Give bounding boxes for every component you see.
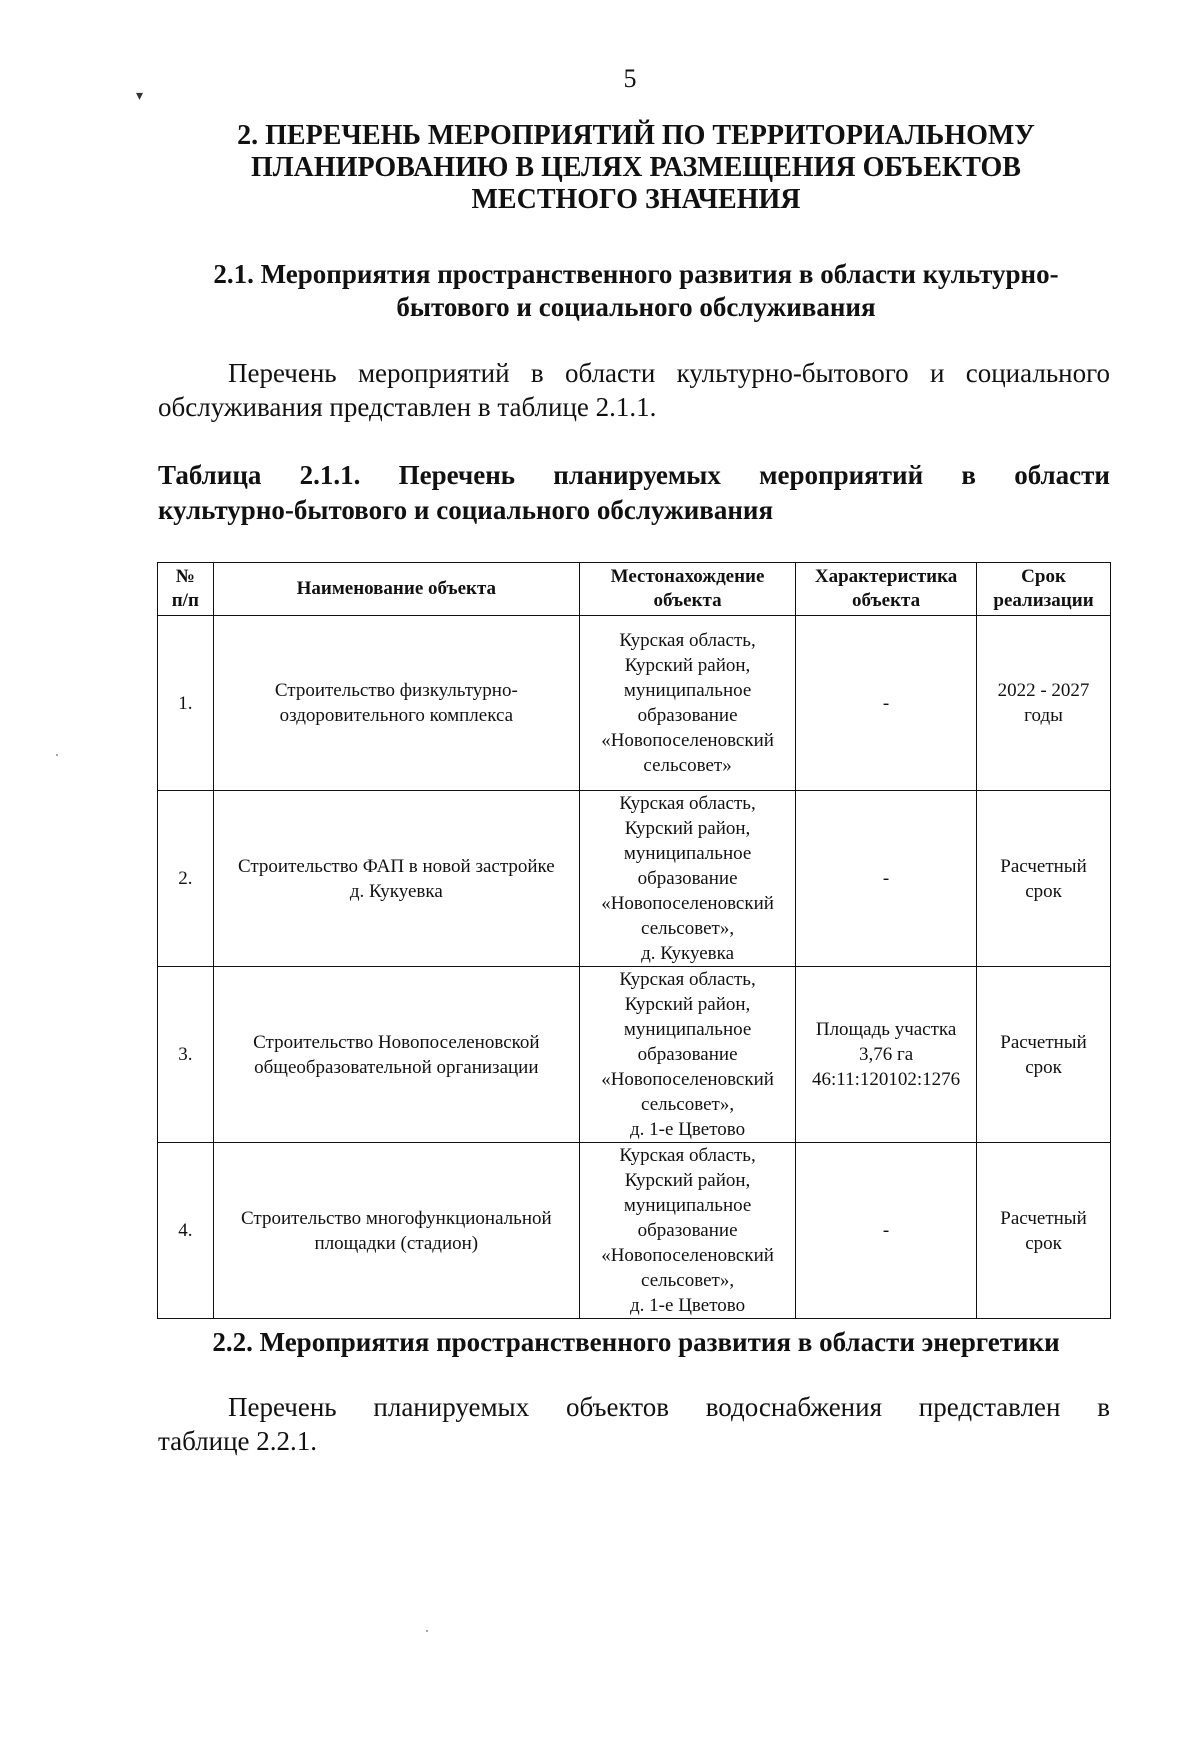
paragraph-line: таблице 2.2.1. (158, 1426, 318, 1456)
cell-name (213, 1143, 579, 1319)
cell-characteristic (796, 616, 977, 791)
table-row (158, 791, 1111, 967)
cell-text: образование (637, 868, 738, 889)
cell-characteristic (796, 791, 977, 967)
cell-text: Курская область, (619, 793, 756, 814)
cell-text: Строительство ФАП в новой застройке (237, 855, 555, 877)
subsection-title-2-1 (160, 258, 1112, 324)
subsection-title-2-2: 2.2. Мероприятия пространственного развития в области энергетики (212, 1327, 1060, 1357)
cell-text: сельсовет», (641, 918, 735, 939)
scan-dot (56, 754, 58, 756)
cell-location (580, 616, 796, 791)
header-text: Наименование объекта (296, 578, 497, 599)
cell-text: сельсовет», (641, 1094, 735, 1115)
cell-text: д. Кукуевка (349, 880, 443, 902)
cell-location (580, 791, 796, 967)
cell-text: - (882, 1220, 890, 1241)
cell-text: «Новопоселеновский (601, 1069, 774, 1090)
cell-text: Курская область, (619, 630, 756, 651)
cell-number: 1. (158, 616, 214, 791)
subsection-title-line: бытового и социального обслуживания (396, 292, 876, 322)
header-text: объекта (852, 590, 921, 611)
table-row (158, 967, 1111, 1143)
header-text: Характеристика (814, 566, 958, 587)
cell-text: муниципальное (623, 680, 752, 701)
cell-text: срок (1025, 880, 1062, 902)
header-text: № (175, 566, 195, 587)
page-number: 5 (623, 64, 637, 93)
section-title-line: МЕСТНОГО ЗНАЧЕНИЯ (471, 184, 801, 215)
table-caption-line: культурно-бытового и социального обслуживания (158, 495, 774, 525)
cell-text: Курский район, (624, 1170, 751, 1191)
intro-paragraph: Перечень мероприятий в области культурно-бытового и социального обслуживания представлен в таблице 2.1.1. (158, 358, 1110, 422)
energy-paragraph (158, 1390, 1110, 1458)
cell-characteristic (796, 967, 977, 1143)
cell-text: Курская область, (619, 1145, 756, 1166)
cell-text: 3,76 га (858, 1044, 914, 1065)
cell-number: 4. (158, 1143, 214, 1319)
header-cell-name (213, 563, 579, 616)
header-text: п/п (171, 590, 199, 611)
cell-number: 3. (158, 967, 214, 1143)
cell-text: Расчетный (1000, 1031, 1087, 1053)
cell-text: Строительство физкультурно- (274, 680, 518, 701)
cell-text: - (882, 692, 890, 714)
cell-text: Курский район, (624, 655, 751, 676)
cell-text: общеобразовательной организации (254, 1056, 539, 1078)
measures-table (157, 562, 1111, 1319)
cell-location (580, 1143, 796, 1319)
cell-term (977, 1143, 1111, 1319)
cell-text: муниципальное (623, 1019, 752, 1040)
cell-text: д. 1-е Цветово (630, 1295, 746, 1316)
header-cell-term (977, 563, 1111, 616)
cell-text: «Новопоселеновский (601, 730, 774, 751)
cell-location (580, 967, 796, 1143)
cell-number: 2. (158, 791, 214, 967)
cell-text: д. Кукуевка (641, 943, 735, 964)
cell-text: сельсовет», (641, 1270, 735, 1291)
table-row (158, 616, 1111, 791)
table-header-row (158, 563, 1111, 616)
cell-text: муниципальное (623, 843, 752, 864)
cell-text: «Новопоселеновский (601, 1245, 774, 1266)
subsection-title-line: 2.1. Мероприятия пространственного развития в области культурно- (213, 259, 1059, 289)
cell-text: срок (1025, 1232, 1062, 1254)
cell-text: образование (637, 705, 738, 726)
cell-text: Строительство Новопоселеновской (253, 1031, 540, 1053)
scan-mark: ▾ (136, 89, 144, 104)
cell-name (213, 967, 579, 1143)
cell-term (977, 616, 1111, 791)
cell-text: сельсовет» (643, 755, 732, 776)
cell-text: Курский район, (624, 818, 751, 839)
scan-dot (426, 1630, 428, 1632)
cell-text: годы (1024, 705, 1063, 726)
paragraph-line: Перечень планируемых объектов водоснабжения представлен в (228, 1392, 1110, 1422)
cell-text: оздоровительного комплекса (279, 705, 514, 726)
table-row (158, 1143, 1111, 1319)
header-text: объекта (653, 590, 722, 611)
header-text: Срок (1021, 566, 1066, 587)
cell-text: Курская область, (619, 969, 756, 990)
table-caption (158, 458, 1110, 528)
cell-text: д. 1-е Цветово (630, 1119, 746, 1140)
cell-characteristic (796, 1143, 977, 1319)
cell-text: Курский район, (624, 994, 751, 1015)
cell-text: площадки (стадион) (314, 1232, 479, 1254)
section-title (160, 120, 1112, 216)
section-title-line: ПЛАНИРОВАНИЮ В ЦЕЛЯХ РАЗМЕЩЕНИЯ ОБЪЕКТОВ (251, 152, 1021, 183)
cell-text: Площадь участка (815, 1019, 957, 1040)
header-cell-number (158, 563, 214, 616)
header-cell-location (580, 563, 796, 616)
cell-text: 46:11:120102:1276 (812, 1069, 961, 1090)
cell-name (213, 791, 579, 967)
cell-text: Расчетный (1000, 1207, 1087, 1229)
cell-term (977, 791, 1111, 967)
header-text: реализации (993, 590, 1094, 611)
cell-text: Расчетный (1000, 855, 1087, 877)
cell-name (213, 616, 579, 791)
cell-text: - (882, 868, 890, 889)
cell-text: образование (637, 1220, 738, 1241)
table-caption-line: Таблица 2.1.1. Перечень планируемых мероприятий в области (158, 460, 1110, 490)
cell-text: Строительство многофункциональной (241, 1207, 552, 1229)
cell-text: муниципальное (623, 1195, 752, 1216)
header-text: Местонахождение (610, 566, 765, 587)
cell-text: образование (637, 1044, 738, 1065)
section-title-line: 2. ПЕРЕЧЕНЬ МЕРОПРИЯТИЙ ПО ТЕРРИТОРИАЛЬНОМУ (237, 120, 1035, 151)
cell-text: срок (1025, 1056, 1062, 1078)
cell-text: «Новопоселеновский (601, 893, 774, 914)
cell-term (977, 967, 1111, 1143)
cell-text: 2022 - 2027 (997, 680, 1090, 701)
header-cell-characteristic (796, 563, 977, 616)
